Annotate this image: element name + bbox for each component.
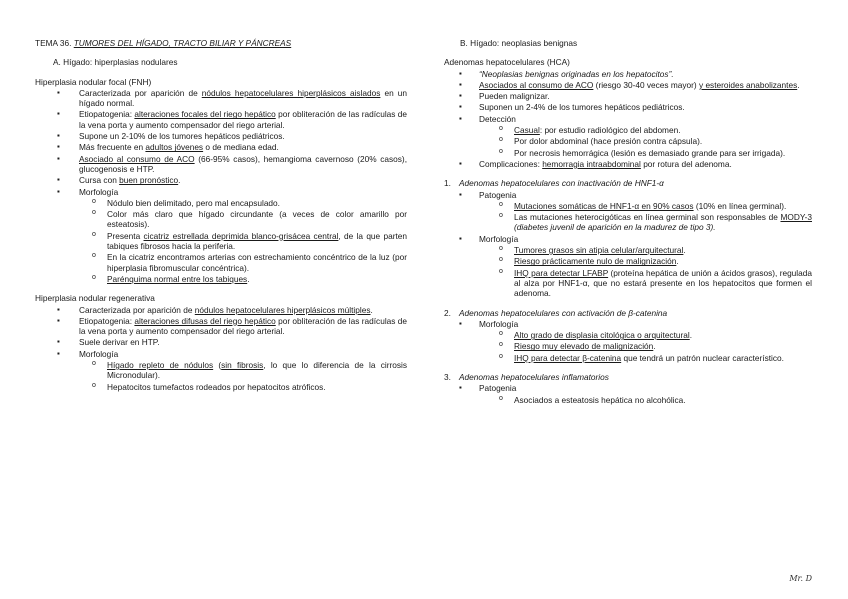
hca-detection-item: o Casual: por estudio radiológico del abdomen. bbox=[444, 125, 812, 135]
hca-bullet: ▪ Detección bbox=[444, 114, 812, 124]
hca-bullet: ▪ “Neoplasias benignas originadas en los hepatocitos”. bbox=[444, 69, 812, 79]
fnh-bullet: ▪ Más frecuente en adultos jóvenes o de mediana edad. bbox=[35, 142, 407, 152]
fnh-morph-item: o Nódulo bien delimitado, pero mal encapsulado. bbox=[35, 198, 407, 208]
section-heading-a: A. Hígado: hiperplasias nodulares bbox=[53, 57, 178, 68]
fnh-bullet: ▪ Caracterizada por aparición de nódulos hepatocelulares hiperplásicos aislados en un hígado normal. bbox=[35, 88, 407, 109]
subtype-item: o IHQ para detectar LFABP (proteína hepática de unión a ácidos grasos), regulada al alza por HNF1-α, que no estará presente en los hepatocitos que formen el adenoma. bbox=[444, 268, 812, 299]
subtype-bullet: ▪ Morfología bbox=[444, 319, 812, 329]
nrh-bullet: ▪ Caracterizada por aparición de nódulos hepatocelulares hiperplásicos múltiples. bbox=[35, 305, 407, 315]
subtype-item: o Asociados a esteatosis hepática no alcohólica. bbox=[444, 395, 812, 405]
subtype-item: o Las mutaciones heterocigóticas en línea germinal son responsables de MODY-3 (diabetes juvenil de aparición en la madurez de tipo 3). bbox=[444, 212, 812, 233]
subtype-bullet: ▪ Patogenia bbox=[444, 383, 812, 393]
nrh-bullet: ▪ Suele derivar en HTP. bbox=[35, 337, 407, 347]
fnh-bullet: ▪ Morfología bbox=[35, 187, 407, 197]
subtype-item: o Riesgo prácticamente nulo de malignización. bbox=[444, 256, 812, 266]
fnh-bullet: ▪ Cursa con buen pronóstico. bbox=[35, 175, 407, 185]
hca-bullet: ▪ Suponen un 2-4% de los tumores hepáticos pediátricos. bbox=[444, 102, 812, 112]
hca-detection-item: o Por necrosis hemorrágica (lesión es demasiado grande para ser irrigada). bbox=[444, 148, 812, 158]
fnh-bullet: ▪ Supone un 2-10% de los tumores hepáticos pediátricos. bbox=[35, 131, 407, 141]
hca-detection-item: o Por dolor abdominal (hace presión contra cápsula). bbox=[444, 136, 812, 146]
fnh-morph-item: o Parénquima normal entre los tabiques. bbox=[35, 274, 407, 284]
right-column bbox=[444, 38, 812, 406]
fnh-bullet: ▪ Asociado al consumo de ACO (66-95% casos), hemangioma cavernoso (20% casos), glucogenosis e HTP. bbox=[35, 154, 407, 175]
nrh-heading: Hiperplasia nodular regenerativa bbox=[35, 293, 155, 304]
subtype-item: o Alto grado de displasia citológica o arquitectural. bbox=[444, 330, 812, 340]
fnh-morph-item: o En la cicatriz encontramos arterias con estrechamiento concéntrico de la luz (por hiperplasia fibromuscular concéntrica). bbox=[35, 252, 407, 273]
subtype-heading-1: 1. Adenomas hepatocelulares con inactivación de HNF1-α bbox=[444, 178, 664, 189]
subtype-bullet: ▪ Patogenia bbox=[444, 190, 812, 200]
author-signature: Mr. D bbox=[789, 574, 812, 583]
hca-bullet: ▪ Asociados al consumo de ACO (riesgo 30-40 veces mayor) y esteroides anabolizantes. bbox=[444, 80, 812, 90]
subtype-heading-3: 3. Adenomas hepatocelulares inflamatorios bbox=[444, 372, 609, 383]
page-title: TEMA 36. TUMORES DEL HÍGADO, TRACTO BILIAR Y PÁNCREAS bbox=[35, 38, 292, 48]
hca-heading: Adenomas hepatocelulares (HCA) bbox=[444, 57, 570, 68]
subtype-item: o Riesgo muy elevado de malignización. bbox=[444, 341, 812, 351]
fnh-heading: Hiperplasia nodular focal (FNH) bbox=[35, 76, 152, 87]
nrh-bullet: ▪ Morfología bbox=[35, 349, 407, 359]
subtype-item: o IHQ para detectar β-catenina que tendrá un patrón nuclear característico. bbox=[444, 353, 812, 363]
fnh-morph-item: o Presenta cicatriz estrellada deprimida blanco-grisácea central, de la que parten tabiques fibrosos hacia la periferia. bbox=[35, 231, 407, 252]
subtype-item: o Mutaciones somáticas de HNF1-α en 90% casos (10% en línea germinal). bbox=[444, 201, 812, 211]
subtype-bullet: ▪ Morfología bbox=[444, 234, 812, 244]
fnh-morph-item: o Color más claro que hígado circundante (a veces de color amarillo por esteatosis). bbox=[35, 209, 407, 230]
left-column bbox=[35, 38, 407, 393]
nrh-morph-item: o Hígado repleto de nódulos (sin fibrosis, lo que lo diferencia de la cirrosis Micronodular). bbox=[35, 360, 407, 381]
fnh-bullet: ▪ Etiopatogenia: alteraciones focales del riego hepático por obliteración de las radículas de la vena porta y aumento compensador del riego arterial. bbox=[35, 109, 407, 130]
hca-bullet: ▪ Complicaciones: hemorragia intraabdominal por rotura del adenoma. bbox=[444, 159, 812, 169]
nrh-morph-item: o Hepatocitos tumefactos rodeados por hepatocitos atróficos. bbox=[35, 382, 407, 392]
hca-bullet: ▪ Pueden malignizar. bbox=[444, 91, 812, 101]
section-heading-b: B. Hígado: neoplasias benignas bbox=[460, 38, 578, 48]
subtype-item: o Tumores grasos sin atipia celular/arquitectural. bbox=[444, 245, 812, 255]
nrh-bullet: ▪ Etiopatogenia: alteraciones difusas del riego hepático por obliteración de las radículas de la vena porta y aumento compensador del riego arterial. bbox=[35, 316, 407, 337]
subtype-heading-2: 2. Adenomas hepatocelulares con activación de β-catenina bbox=[444, 307, 668, 318]
